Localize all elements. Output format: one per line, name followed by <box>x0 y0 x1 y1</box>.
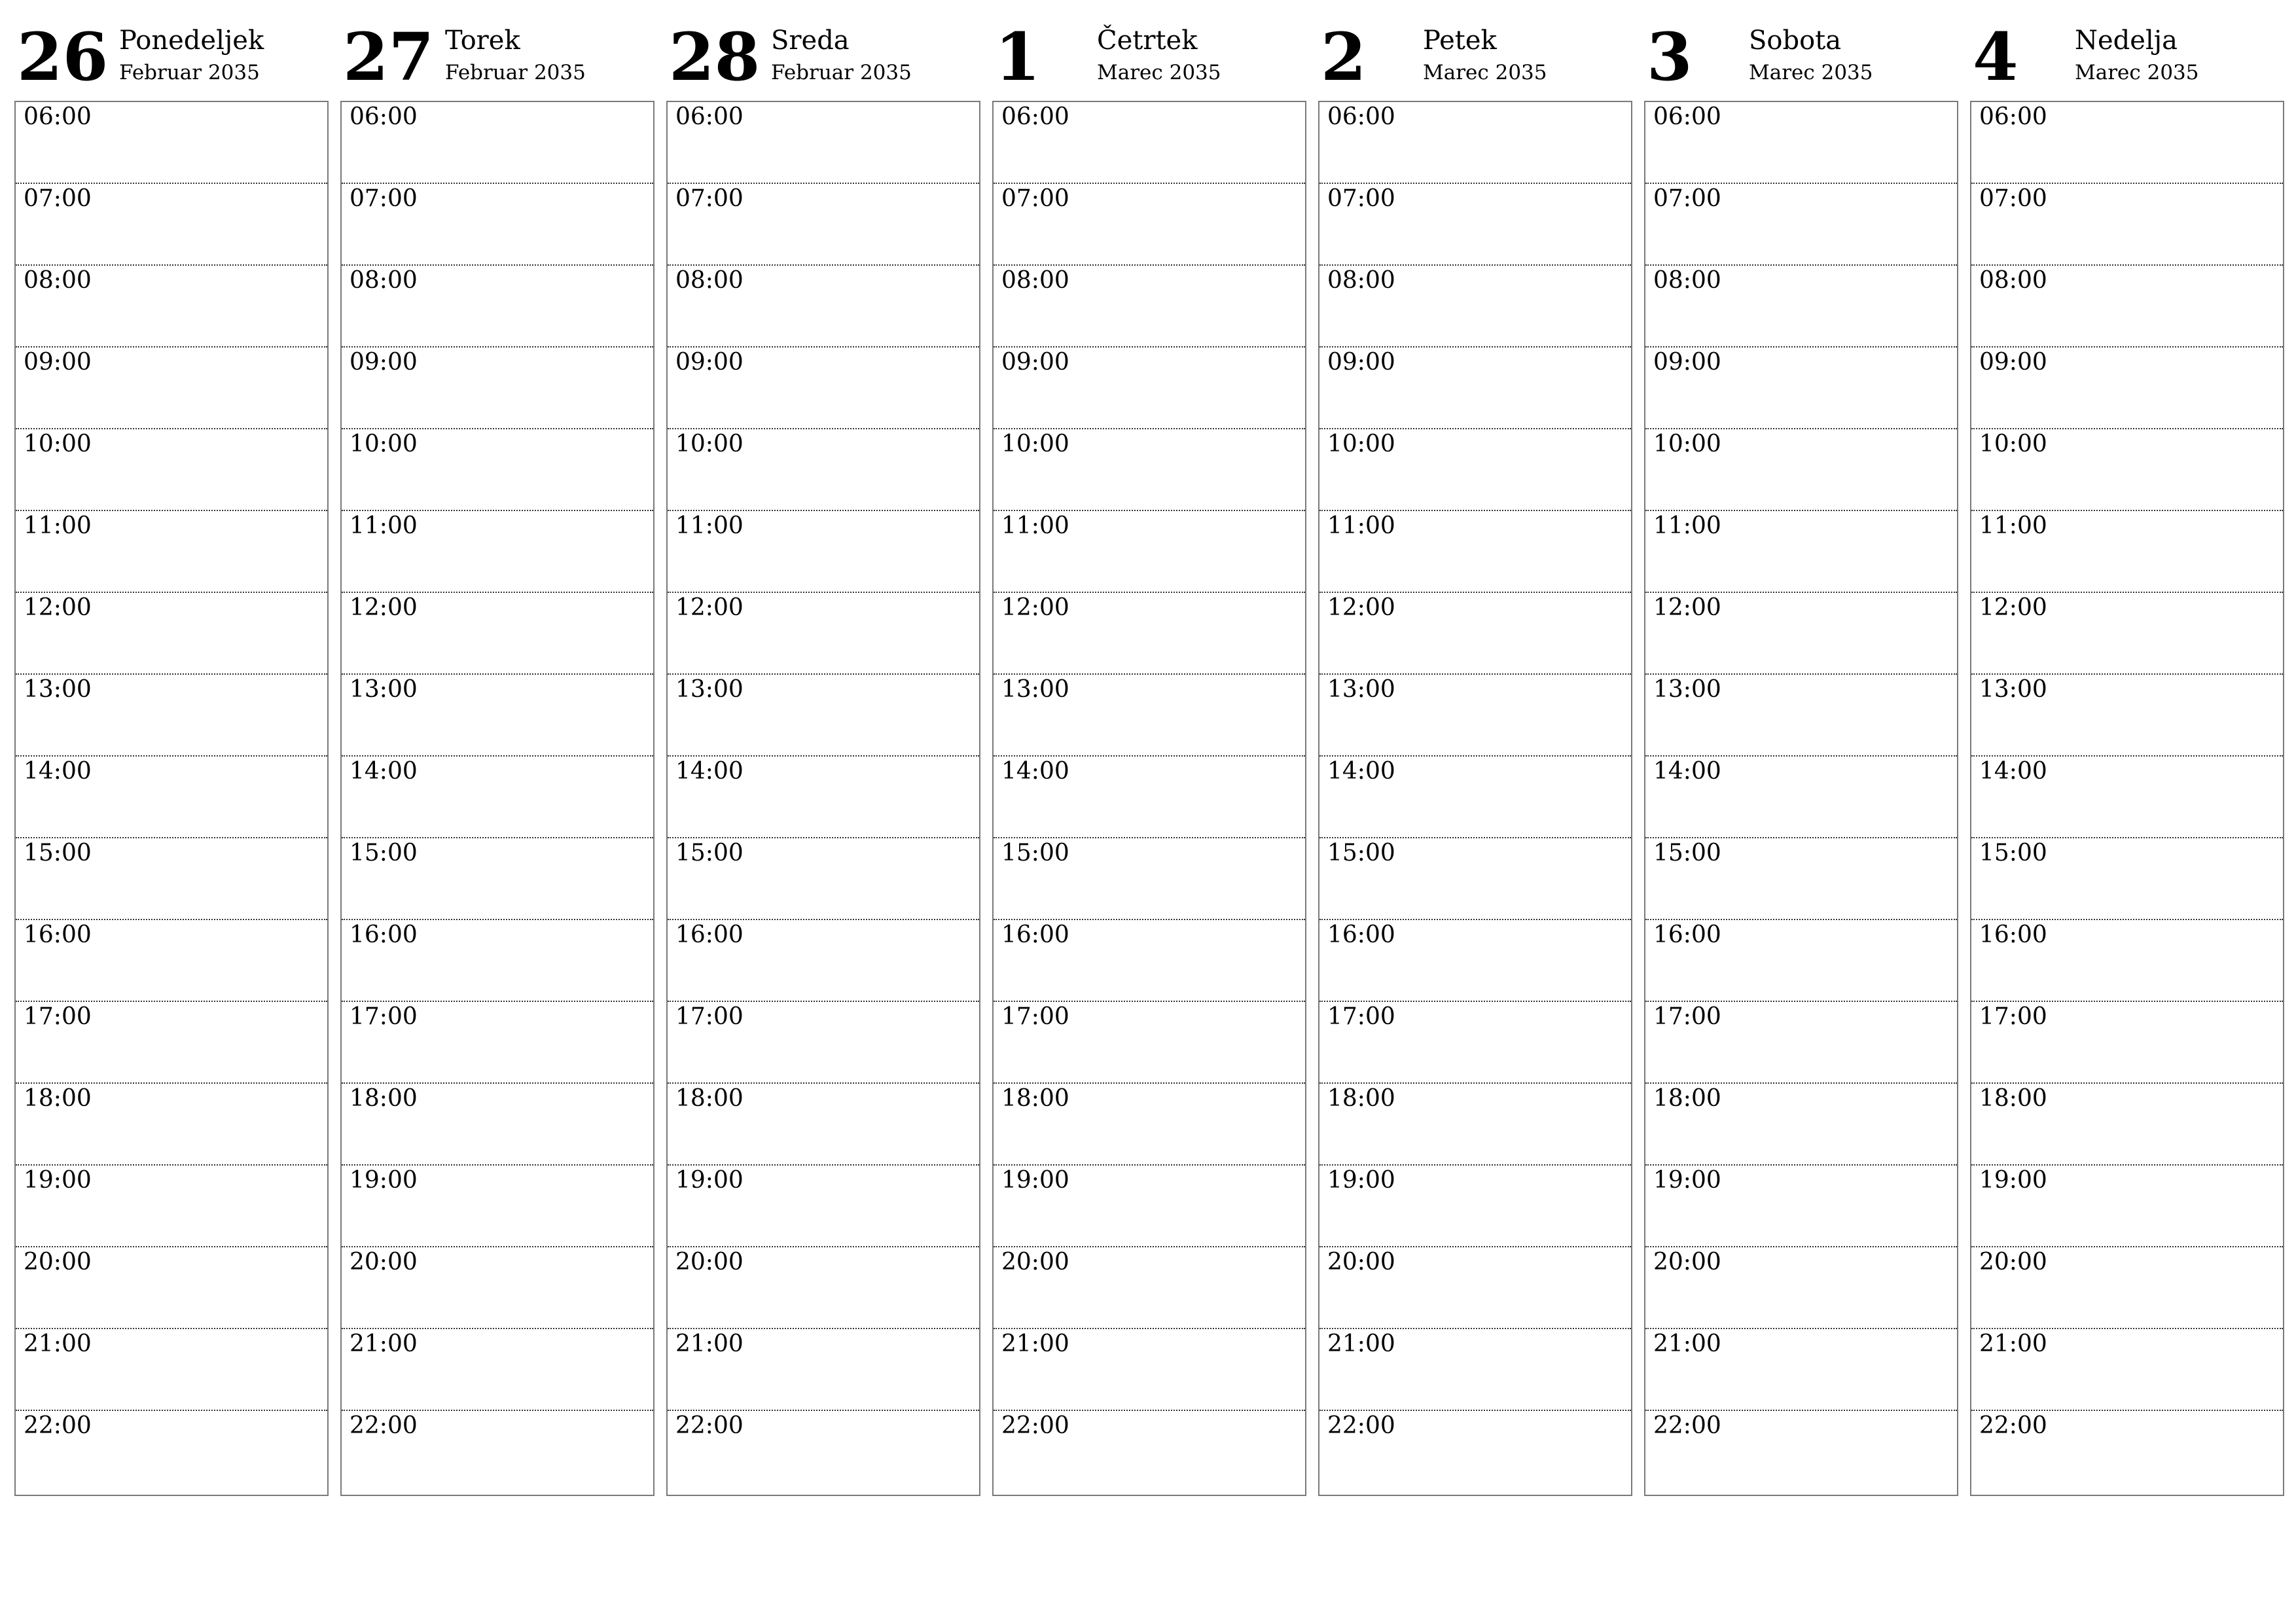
hour-label: 20:00 <box>675 1249 744 1275</box>
hour-slot[interactable] <box>1971 1084 2283 1166</box>
hour-slot[interactable] <box>1971 1411 2283 1495</box>
hour-label: 09:00 <box>24 349 92 376</box>
hour-label: 06:00 <box>350 103 418 130</box>
hour-slot[interactable] <box>16 266 327 348</box>
hour-slot[interactable] <box>994 1329 1305 1411</box>
hour-slot[interactable] <box>1971 838 2283 920</box>
hour-slot[interactable] <box>1319 838 1631 920</box>
hour-label: 20:00 <box>1001 1249 1069 1275</box>
hour-slot[interactable] <box>994 1166 1305 1247</box>
hour-label: 07:00 <box>24 185 92 212</box>
hour-label: 16:00 <box>350 921 418 948</box>
hour-label: 22:00 <box>1653 1412 1721 1439</box>
hour-label: 19:00 <box>1653 1167 1721 1194</box>
hour-slot[interactable] <box>1971 675 2283 757</box>
hour-label: 06:00 <box>24 103 92 130</box>
hour-label: 17:00 <box>1653 1003 1721 1030</box>
hour-label: 07:00 <box>1979 185 2047 212</box>
hour-label: 13:00 <box>1653 676 1721 703</box>
hour-slot[interactable] <box>1319 1084 1631 1166</box>
hour-slot[interactable] <box>994 1247 1305 1329</box>
hour-slot[interactable] <box>1971 1247 2283 1329</box>
hour-label: 10:00 <box>24 431 92 457</box>
hour-slot[interactable] <box>1971 429 2283 511</box>
hour-label: 15:00 <box>1327 840 1395 866</box>
month-year-label: Februar 2035 <box>445 61 586 84</box>
hour-label: 17:00 <box>350 1003 418 1030</box>
hour-slot[interactable] <box>1319 102 1631 184</box>
day-header <box>666 20 980 95</box>
weekday-name: Četrtek <box>1097 26 1198 56</box>
hour-slot[interactable] <box>1319 757 1631 838</box>
hour-label: 17:00 <box>1979 1003 2047 1030</box>
hour-slot[interactable] <box>16 920 327 1002</box>
hour-slot[interactable] <box>1645 920 1957 1002</box>
hour-slot[interactable] <box>668 184 979 266</box>
hour-label: 21:00 <box>350 1330 418 1357</box>
hour-label: 18:00 <box>1979 1085 2047 1112</box>
hour-label: 13:00 <box>350 676 418 703</box>
hour-slot[interactable] <box>994 1084 1305 1166</box>
hour-label: 08:00 <box>1001 267 1069 294</box>
hour-slot[interactable] <box>668 838 979 920</box>
hour-slot[interactable] <box>16 1247 327 1329</box>
hour-label: 13:00 <box>1979 676 2047 703</box>
hour-label: 12:00 <box>24 594 92 621</box>
hour-label: 17:00 <box>1327 1003 1395 1030</box>
hour-slot[interactable] <box>16 1084 327 1166</box>
hour-slot[interactable] <box>1319 1247 1631 1329</box>
hour-label: 10:00 <box>675 431 744 457</box>
hour-label: 20:00 <box>1327 1249 1395 1275</box>
hour-label: 07:00 <box>1327 185 1395 212</box>
hour-label: 20:00 <box>24 1249 92 1275</box>
hour-label: 10:00 <box>1327 431 1395 457</box>
weekday-name: Sreda <box>771 26 850 56</box>
day-number: 28 <box>669 18 761 96</box>
hour-slot[interactable] <box>994 511 1305 593</box>
hour-label: 19:00 <box>24 1167 92 1194</box>
hour-slot[interactable] <box>16 429 327 511</box>
hour-slot[interactable] <box>1971 102 2283 184</box>
hour-label: 06:00 <box>1327 103 1395 130</box>
hour-slot[interactable] <box>1971 757 2283 838</box>
hour-slot[interactable] <box>1645 266 1957 348</box>
hour-label: 17:00 <box>1001 1003 1069 1030</box>
hour-label: 22:00 <box>350 1412 418 1439</box>
hour-slot[interactable] <box>342 1247 653 1329</box>
hour-label: 12:00 <box>1653 594 1721 621</box>
hour-slot[interactable] <box>668 757 979 838</box>
hour-slot[interactable] <box>342 511 653 593</box>
hour-label: 11:00 <box>675 512 744 539</box>
hour-slot[interactable] <box>342 675 653 757</box>
hour-label: 12:00 <box>1001 594 1069 621</box>
hour-label: 14:00 <box>675 758 744 785</box>
hour-label: 09:00 <box>1001 349 1069 376</box>
day-number: 26 <box>17 18 109 96</box>
hour-slot[interactable] <box>342 1002 653 1084</box>
hour-slot[interactable] <box>994 1411 1305 1495</box>
hour-label: 08:00 <box>24 267 92 294</box>
hour-slot[interactable] <box>1645 1247 1957 1329</box>
hour-slot[interactable] <box>994 429 1305 511</box>
hour-label: 13:00 <box>1001 676 1069 703</box>
hour-slot[interactable] <box>668 348 979 429</box>
hour-label: 18:00 <box>1327 1085 1395 1112</box>
hour-slot[interactable] <box>16 593 327 675</box>
month-year-label: Marec 2035 <box>1097 61 1221 84</box>
hour-slot[interactable] <box>16 184 327 266</box>
hour-label: 17:00 <box>24 1003 92 1030</box>
hour-slot[interactable] <box>1971 1002 2283 1084</box>
day-number: 3 <box>1647 18 1693 96</box>
day-header <box>1318 20 1632 95</box>
day-column <box>1970 0 2284 1505</box>
day-header <box>340 20 655 95</box>
hour-slot[interactable] <box>342 184 653 266</box>
hour-slot[interactable] <box>668 1166 979 1247</box>
hour-slot[interactable] <box>668 266 979 348</box>
hour-label: 14:00 <box>1653 758 1721 785</box>
hour-slot[interactable] <box>668 102 979 184</box>
hour-slot[interactable] <box>1319 675 1631 757</box>
hour-label: 21:00 <box>1327 1330 1395 1357</box>
weekday-name: Sobota <box>1749 26 1842 56</box>
hour-slot[interactable] <box>16 1002 327 1084</box>
hour-label: 22:00 <box>675 1412 744 1439</box>
hour-slot[interactable] <box>342 429 653 511</box>
month-year-label: Marec 2035 <box>1423 61 1547 84</box>
hour-slot[interactable] <box>1971 920 2283 1002</box>
hour-slot[interactable] <box>1645 348 1957 429</box>
hour-slot[interactable] <box>16 757 327 838</box>
hour-slot[interactable] <box>1971 1166 2283 1247</box>
hour-label: 09:00 <box>1979 349 2047 376</box>
hour-slot[interactable] <box>1645 1411 1957 1495</box>
hour-slot[interactable] <box>994 838 1305 920</box>
day-schedule-box <box>992 101 1306 1496</box>
hour-label: 17:00 <box>675 1003 744 1030</box>
month-year-label: Februar 2035 <box>119 61 260 84</box>
hour-slot[interactable] <box>16 102 327 184</box>
hour-slot[interactable] <box>668 1084 979 1166</box>
hour-slot[interactable] <box>1319 920 1631 1002</box>
hour-label: 19:00 <box>350 1167 418 1194</box>
hour-slot[interactable] <box>1645 1002 1957 1084</box>
day-header <box>1970 20 2284 95</box>
hour-slot[interactable] <box>994 675 1305 757</box>
hour-slot[interactable] <box>1319 266 1631 348</box>
hour-label: 21:00 <box>1001 1330 1069 1357</box>
hour-slot[interactable] <box>994 184 1305 266</box>
hour-slot[interactable] <box>342 757 653 838</box>
hour-slot[interactable] <box>994 1002 1305 1084</box>
hour-label: 09:00 <box>1653 349 1721 376</box>
day-header <box>992 20 1306 95</box>
hour-label: 16:00 <box>1653 921 1721 948</box>
hour-label: 07:00 <box>350 185 418 212</box>
hour-label: 16:00 <box>675 921 744 948</box>
hour-label: 21:00 <box>1653 1330 1721 1357</box>
hour-label: 21:00 <box>1979 1330 2047 1357</box>
month-year-label: Marec 2035 <box>1749 61 1873 84</box>
hour-slot[interactable] <box>342 838 653 920</box>
hour-label: 06:00 <box>675 103 744 130</box>
hour-slot[interactable] <box>994 920 1305 1002</box>
hour-slot[interactable] <box>1645 675 1957 757</box>
day-number: 2 <box>1321 18 1367 96</box>
hour-slot[interactable] <box>1319 184 1631 266</box>
hour-slot[interactable] <box>1319 1411 1631 1495</box>
hour-slot[interactable] <box>1645 511 1957 593</box>
hour-slot[interactable] <box>16 1329 327 1411</box>
day-header <box>1644 20 1958 95</box>
month-year-label: Marec 2035 <box>2075 61 2199 84</box>
day-column <box>666 0 980 1505</box>
weekday-name: Nedelja <box>2075 26 2178 56</box>
hour-label: 18:00 <box>24 1085 92 1112</box>
hour-label: 15:00 <box>1979 840 2047 866</box>
hour-label: 14:00 <box>350 758 418 785</box>
day-column <box>1644 0 1958 1505</box>
hour-label: 15:00 <box>1653 840 1721 866</box>
weekday-name: Ponedeljek <box>119 26 264 56</box>
hour-slot[interactable] <box>1319 429 1631 511</box>
hour-label: 12:00 <box>675 594 744 621</box>
hour-label: 08:00 <box>1979 267 2047 294</box>
month-year-label: Februar 2035 <box>771 61 912 84</box>
hour-label: 11:00 <box>1001 512 1069 539</box>
hour-slot[interactable] <box>342 920 653 1002</box>
hour-slot[interactable] <box>1319 511 1631 593</box>
hour-slot[interactable] <box>342 102 653 184</box>
hour-slot[interactable] <box>342 348 653 429</box>
hour-label: 09:00 <box>1327 349 1395 376</box>
hour-slot[interactable] <box>1645 1084 1957 1166</box>
hour-slot[interactable] <box>668 1329 979 1411</box>
hour-label: 16:00 <box>1001 921 1069 948</box>
hour-slot[interactable] <box>1319 1166 1631 1247</box>
day-column <box>340 0 655 1505</box>
hour-label: 10:00 <box>350 431 418 457</box>
hour-slot[interactable] <box>342 266 653 348</box>
hour-label: 06:00 <box>1653 103 1721 130</box>
hour-slot[interactable] <box>994 757 1305 838</box>
day-number: 4 <box>1973 18 2018 96</box>
hour-label: 07:00 <box>1001 185 1069 212</box>
hour-label: 22:00 <box>24 1412 92 1439</box>
hour-label: 14:00 <box>1327 758 1395 785</box>
hour-slot[interactable] <box>1971 593 2283 675</box>
hour-label: 12:00 <box>1327 594 1395 621</box>
hour-slot[interactable] <box>1971 184 2283 266</box>
hour-label: 06:00 <box>1001 103 1069 130</box>
hour-label: 19:00 <box>675 1167 744 1194</box>
hour-label: 16:00 <box>24 921 92 948</box>
hour-slot[interactable] <box>16 1411 327 1495</box>
hour-slot[interactable] <box>668 1002 979 1084</box>
hour-label: 13:00 <box>24 676 92 703</box>
weekday-name: Torek <box>445 26 520 56</box>
hour-label: 21:00 <box>675 1330 744 1357</box>
day-header <box>14 20 329 95</box>
hour-slot[interactable] <box>668 593 979 675</box>
hour-label: 16:00 <box>1979 921 2047 948</box>
hour-label: 12:00 <box>350 594 418 621</box>
day-schedule-box <box>14 101 329 1496</box>
hour-label: 13:00 <box>1327 676 1395 703</box>
hour-label: 20:00 <box>1979 1249 2047 1275</box>
hour-slot[interactable] <box>1645 102 1957 184</box>
hour-label: 15:00 <box>675 840 744 866</box>
hour-label: 22:00 <box>1979 1412 2047 1439</box>
hour-slot[interactable] <box>16 838 327 920</box>
hour-slot[interactable] <box>1645 1329 1957 1411</box>
hour-label: 10:00 <box>1979 431 2047 457</box>
hour-slot[interactable] <box>16 1166 327 1247</box>
hour-label: 19:00 <box>1327 1167 1395 1194</box>
hour-slot[interactable] <box>342 1166 653 1247</box>
hour-slot[interactable] <box>668 1247 979 1329</box>
hour-slot[interactable] <box>994 266 1305 348</box>
hour-slot[interactable] <box>668 1411 979 1495</box>
hour-label: 11:00 <box>1979 512 2047 539</box>
hour-slot[interactable] <box>1971 348 2283 429</box>
hour-label: 20:00 <box>350 1249 418 1275</box>
hour-slot[interactable] <box>16 348 327 429</box>
hour-label: 15:00 <box>1001 840 1069 866</box>
day-schedule-box <box>1644 101 1958 1496</box>
hour-slot[interactable] <box>1319 1002 1631 1084</box>
hour-label: 10:00 <box>1001 431 1069 457</box>
hour-label: 14:00 <box>1979 758 2047 785</box>
hour-label: 21:00 <box>24 1330 92 1357</box>
day-schedule-box <box>1970 101 2284 1496</box>
hour-slot[interactable] <box>16 511 327 593</box>
day-column <box>992 0 1306 1505</box>
hour-label: 18:00 <box>1653 1085 1721 1112</box>
hour-slot[interactable] <box>1971 511 2283 593</box>
hour-slot[interactable] <box>994 102 1305 184</box>
hour-label: 11:00 <box>24 512 92 539</box>
day-column <box>1318 0 1632 1505</box>
hour-label: 22:00 <box>1327 1412 1395 1439</box>
hour-slot[interactable] <box>1645 757 1957 838</box>
hour-label: 08:00 <box>675 267 744 294</box>
hour-label: 18:00 <box>675 1085 744 1112</box>
hour-label: 11:00 <box>1653 512 1721 539</box>
weekday-name: Petek <box>1423 26 1497 56</box>
hour-slot[interactable] <box>342 1411 653 1495</box>
hour-slot[interactable] <box>1645 184 1957 266</box>
hour-label: 11:00 <box>350 512 418 539</box>
day-number: 1 <box>995 18 1041 96</box>
hour-label: 09:00 <box>675 349 744 376</box>
hour-label: 08:00 <box>1327 267 1395 294</box>
hour-slot[interactable] <box>1645 429 1957 511</box>
hour-slot[interactable] <box>994 593 1305 675</box>
hour-slot[interactable] <box>1645 593 1957 675</box>
hour-slot[interactable] <box>1319 348 1631 429</box>
hour-slot[interactable] <box>1645 1166 1957 1247</box>
hour-slot[interactable] <box>342 1329 653 1411</box>
day-number: 27 <box>343 18 435 96</box>
hour-slot[interactable] <box>1319 1329 1631 1411</box>
hour-slot[interactable] <box>16 675 327 757</box>
hour-label: 18:00 <box>1001 1085 1069 1112</box>
hour-label: 07:00 <box>1653 185 1721 212</box>
hour-slot[interactable] <box>342 593 653 675</box>
day-column <box>14 0 329 1505</box>
hour-label: 14:00 <box>1001 758 1069 785</box>
hour-label: 16:00 <box>1327 921 1395 948</box>
hour-label: 13:00 <box>675 676 744 703</box>
day-schedule-box <box>666 101 980 1496</box>
hour-label: 20:00 <box>1653 1249 1721 1275</box>
hour-slot[interactable] <box>1971 266 2283 348</box>
hour-slot[interactable] <box>1319 593 1631 675</box>
hour-label: 09:00 <box>350 349 418 376</box>
hour-label: 14:00 <box>24 758 92 785</box>
hour-label: 19:00 <box>1001 1167 1069 1194</box>
day-schedule-box <box>1318 101 1632 1496</box>
hour-label: 15:00 <box>24 840 92 866</box>
hour-label: 08:00 <box>350 267 418 294</box>
hour-label: 11:00 <box>1327 512 1395 539</box>
hour-slot[interactable] <box>668 920 979 1002</box>
hour-label: 06:00 <box>1979 103 2047 130</box>
hour-slot[interactable] <box>668 511 979 593</box>
hour-label: 18:00 <box>350 1085 418 1112</box>
hour-slot[interactable] <box>1971 1329 2283 1411</box>
hour-slot[interactable] <box>994 348 1305 429</box>
hour-label: 22:00 <box>1001 1412 1069 1439</box>
hour-label: 12:00 <box>1979 594 2047 621</box>
hour-label: 10:00 <box>1653 431 1721 457</box>
hour-label: 08:00 <box>1653 267 1721 294</box>
hour-label: 19:00 <box>1979 1167 2047 1194</box>
hour-label: 15:00 <box>350 840 418 866</box>
hour-slot[interactable] <box>668 429 979 511</box>
day-schedule-box <box>340 101 655 1496</box>
hour-slot[interactable] <box>1645 838 1957 920</box>
hour-slot[interactable] <box>668 675 979 757</box>
hour-label: 07:00 <box>675 185 744 212</box>
hour-slot[interactable] <box>342 1084 653 1166</box>
